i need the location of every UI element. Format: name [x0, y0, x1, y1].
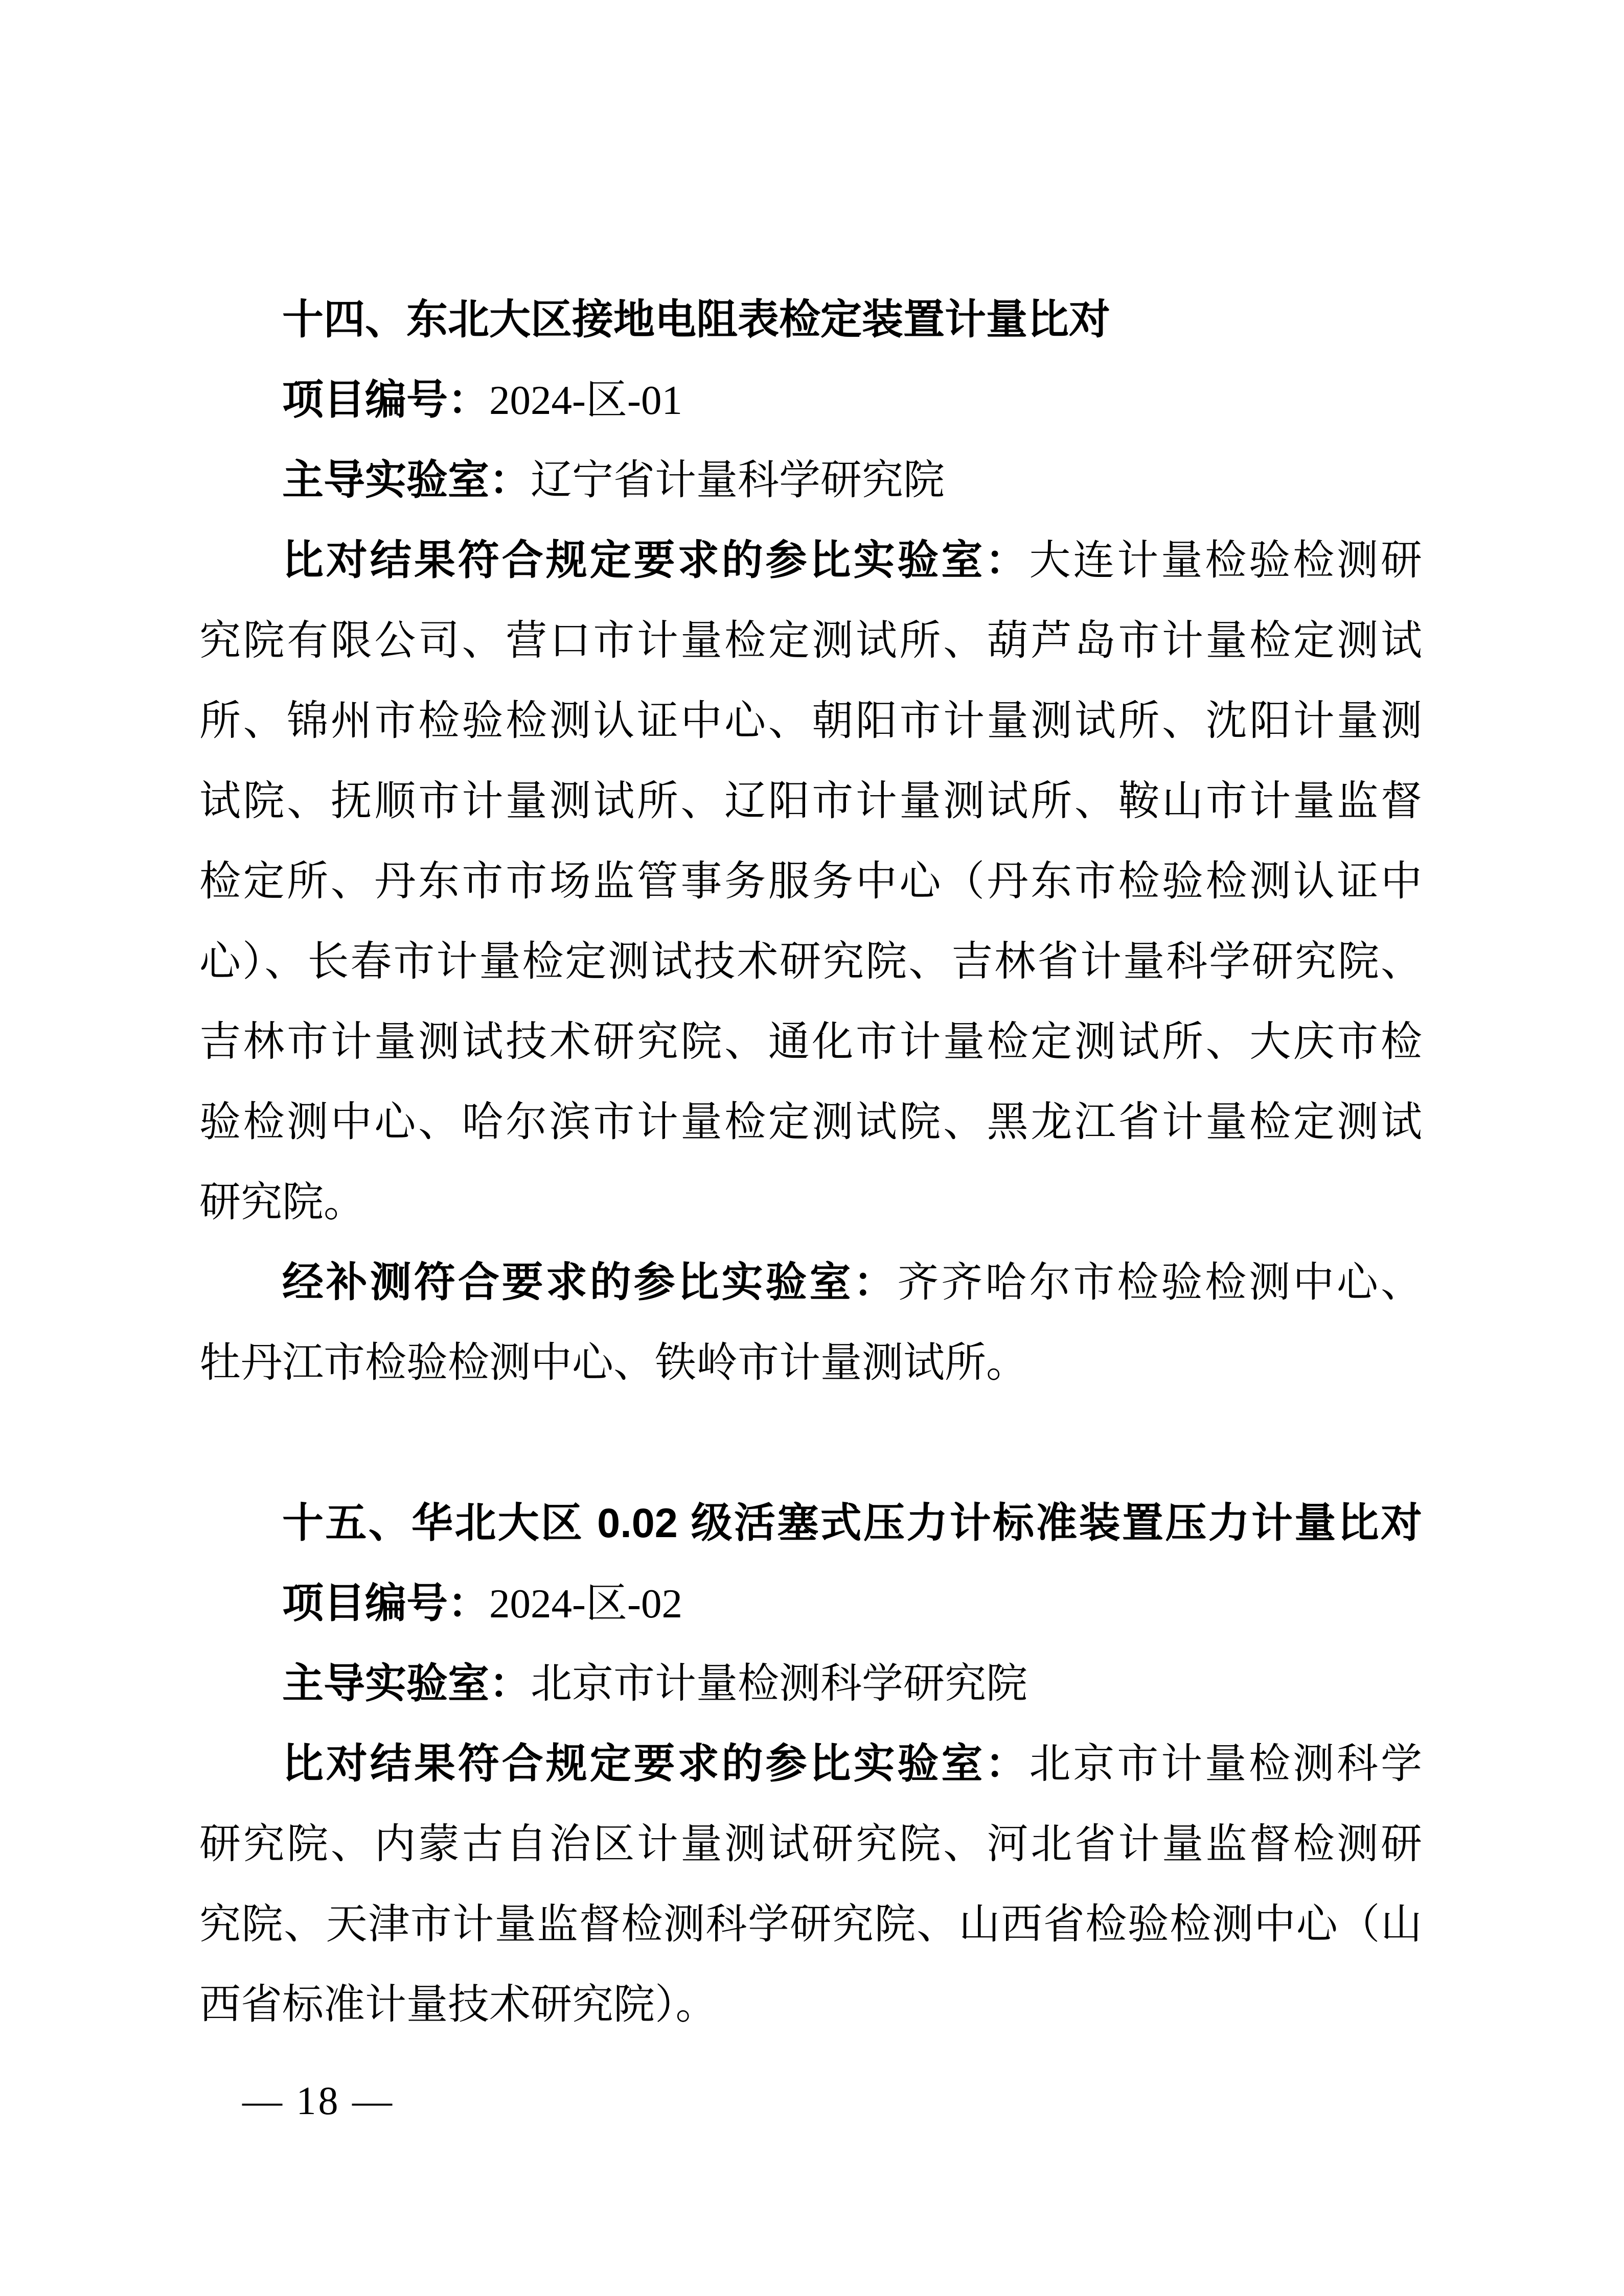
- section-14-project-number-line: [199, 360, 1422, 440]
- section-15-result-line-4: 西省标准计量技术研究院）。: [199, 1982, 717, 2028]
- section-14-supplement-line-2: 牡丹江市检验检测中心、铁岭市计量测试所。: [199, 1340, 1028, 1386]
- section-14-result-line-3: 所、锦州市检验检测认证中心、朝阳市计量测试所、沈阳计量测: [199, 698, 1422, 744]
- supplement-label: 经补测符合要求的参比实验室：: [282, 1260, 898, 1306]
- section-15-result-line-2: 研究院、内蒙古自治区计量测试研究院、河北省计量监督检测研: [199, 1821, 1422, 1867]
- section-14-result-line-6: 心）、长春市计量检定测试技术研究院、吉林省计量科学研究院、: [199, 939, 1422, 985]
- supplement-text: 齐齐哈尔市检验检测中心、: [897, 1260, 1422, 1306]
- document-body: [199, 280, 1422, 2045]
- lead-lab-label: 主导实验室：: [282, 1661, 531, 1707]
- section-15-result-line-1: [199, 1724, 1422, 1804]
- lead-lab-value: 辽宁省计量科学研究院: [531, 457, 945, 503]
- result-text: 北京市计量检测科学: [1029, 1741, 1422, 1787]
- blank-line: [199, 1403, 1422, 1483]
- result-label: 比对结果符合规定要求的参比实验室：: [282, 538, 1030, 584]
- section-14-lead-lab-line: [199, 440, 1422, 521]
- lead-lab-value: 北京市计量检测科学研究院: [531, 1661, 1028, 1707]
- result-label: 比对结果符合规定要求的参比实验室：: [282, 1741, 1030, 1787]
- section-15-result-line-3: 究院、天津市计量监督检测科学研究院、山西省检验检测中心（山: [199, 1901, 1422, 1947]
- section-14-result-line-9: 研究院。: [199, 1179, 365, 1225]
- section-14-supplement-line-1: [199, 1243, 1422, 1323]
- section-14-result-line-2: 究院有限公司、营口市计量检定测试所、葫芦岛市计量检定测试: [199, 618, 1422, 664]
- section-14-result-line-1: [199, 521, 1422, 601]
- result-text: 大连计量检验检测研: [1029, 538, 1422, 584]
- section-14-result-line-8: 验检测中心、哈尔滨市计量检定测试院、黑龙江省计量检定测试: [199, 1099, 1422, 1145]
- project-number-value: 2024-区-01: [489, 377, 682, 423]
- project-number-label: 项目编号：: [282, 377, 490, 423]
- page-number: — 18 —: [242, 2078, 394, 2123]
- section-14-heading: 十四、东北大区接地电阻表检定装置计量比对: [282, 297, 1111, 343]
- lead-lab-label: 主导实验室：: [282, 457, 531, 503]
- project-number-value: 2024-区-02: [489, 1581, 682, 1627]
- section-14-result-line-7: 吉林市计量测试技术研究院、通化市计量检定测试所、大庆市检: [199, 1019, 1422, 1065]
- section-15-lead-lab-line: [199, 1644, 1422, 1724]
- section-15-project-number-line: [199, 1564, 1422, 1644]
- section-14-result-line-5: 检定所、丹东市市场监管事务服务中心（丹东市检验检测认证中: [199, 859, 1422, 905]
- section-15-heading: 十五、华北大区 0.02 级活塞式压力计标准装置压力计量比对: [282, 1500, 1422, 1546]
- section-14-result-line-4: 试院、抚顺市计量测试所、辽阳市计量测试所、鞍山市计量监督: [199, 778, 1422, 824]
- project-number-label: 项目编号：: [282, 1581, 490, 1627]
